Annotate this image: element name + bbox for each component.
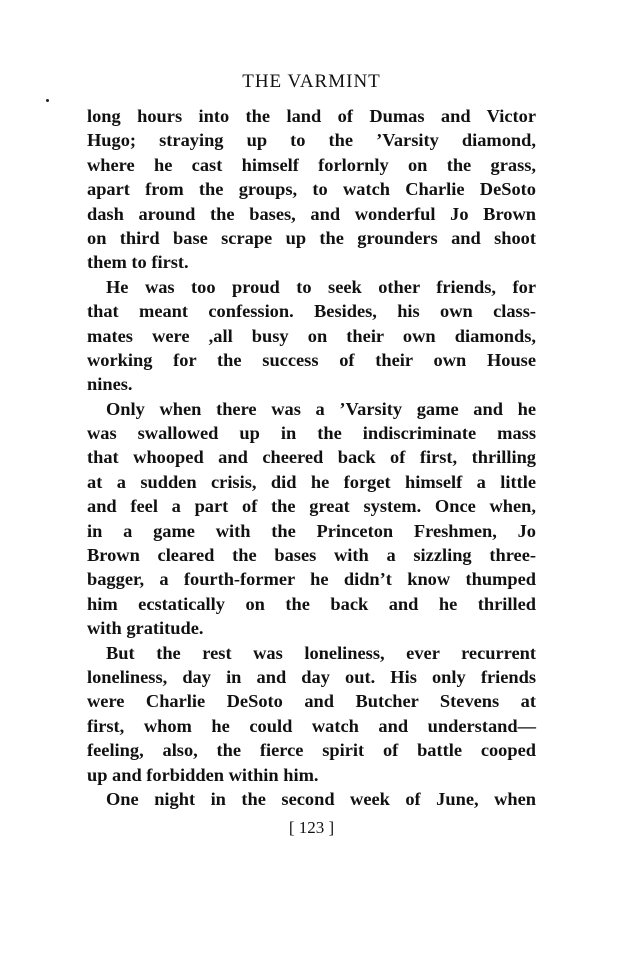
text-line: Brown cleared the bases with a sizzling three- — [87, 545, 536, 566]
text-line: at a sudden crisis, did he forget himself a little — [87, 471, 536, 492]
text-line: that meant confession. Besides, his own class- — [87, 301, 536, 322]
text-line: apart from the groups, to watch Charlie DeSoto — [87, 179, 536, 200]
text-line: bagger, a fourth-former he didn’t know thumped — [87, 569, 536, 590]
text-line: mates were ,all busy on their own diamonds, — [87, 325, 536, 346]
text-line: where he cast himself forlornly on the grass, — [87, 154, 536, 175]
text-line: with gratitude. — [87, 618, 204, 639]
text-line: loneliness, day in and day out. His only friends — [87, 666, 536, 687]
text-line: was swallowed up in the indiscriminate mass — [87, 423, 536, 444]
text-line: long hours into the land of Dumas and Victor — [87, 106, 536, 126]
print-speck — [46, 99, 49, 102]
text-line: in a game with the Princeton Freshmen, Jo — [87, 520, 536, 541]
text-line: that whooped and cheered back of first, thrilling — [87, 447, 536, 468]
text-line: He was too proud to seek other friends, for — [106, 276, 536, 297]
text-line: up and forbidden within him. — [87, 764, 319, 785]
text-line: feeling, also, the fierce spirit of battle cooped — [87, 740, 536, 761]
text-line: were Charlie DeSoto and Butcher Stevens at — [87, 691, 536, 712]
running-head: THE VARMINT — [242, 71, 381, 92]
text-line: One night in the second week of June, when — [106, 788, 536, 809]
text-line: dash around the bases, and wonderful Jo Brown — [87, 203, 536, 224]
body-text — [87, 104, 536, 811]
text-line: and feel a part of the great system. Once when, — [87, 496, 536, 517]
text-line: But the rest was loneliness, ever recurrent — [106, 642, 536, 663]
text-line: Hugo; straying up to the ’Varsity diamond, — [87, 130, 536, 151]
text-line: on third base scrape up the grounders and shoot — [87, 227, 536, 248]
text-line: them to first. — [87, 252, 189, 273]
text-line: nines. — [87, 374, 133, 395]
text-line: Only when there was a ’Varsity game and he — [106, 398, 536, 419]
text-line: first, whom he could watch and understand— — [87, 715, 536, 736]
page-number: [ 123 ] — [288, 818, 335, 837]
text-line: working for the success of their own House — [87, 349, 536, 370]
text-line: him ecstatically on the back and he thrilled — [87, 593, 536, 614]
